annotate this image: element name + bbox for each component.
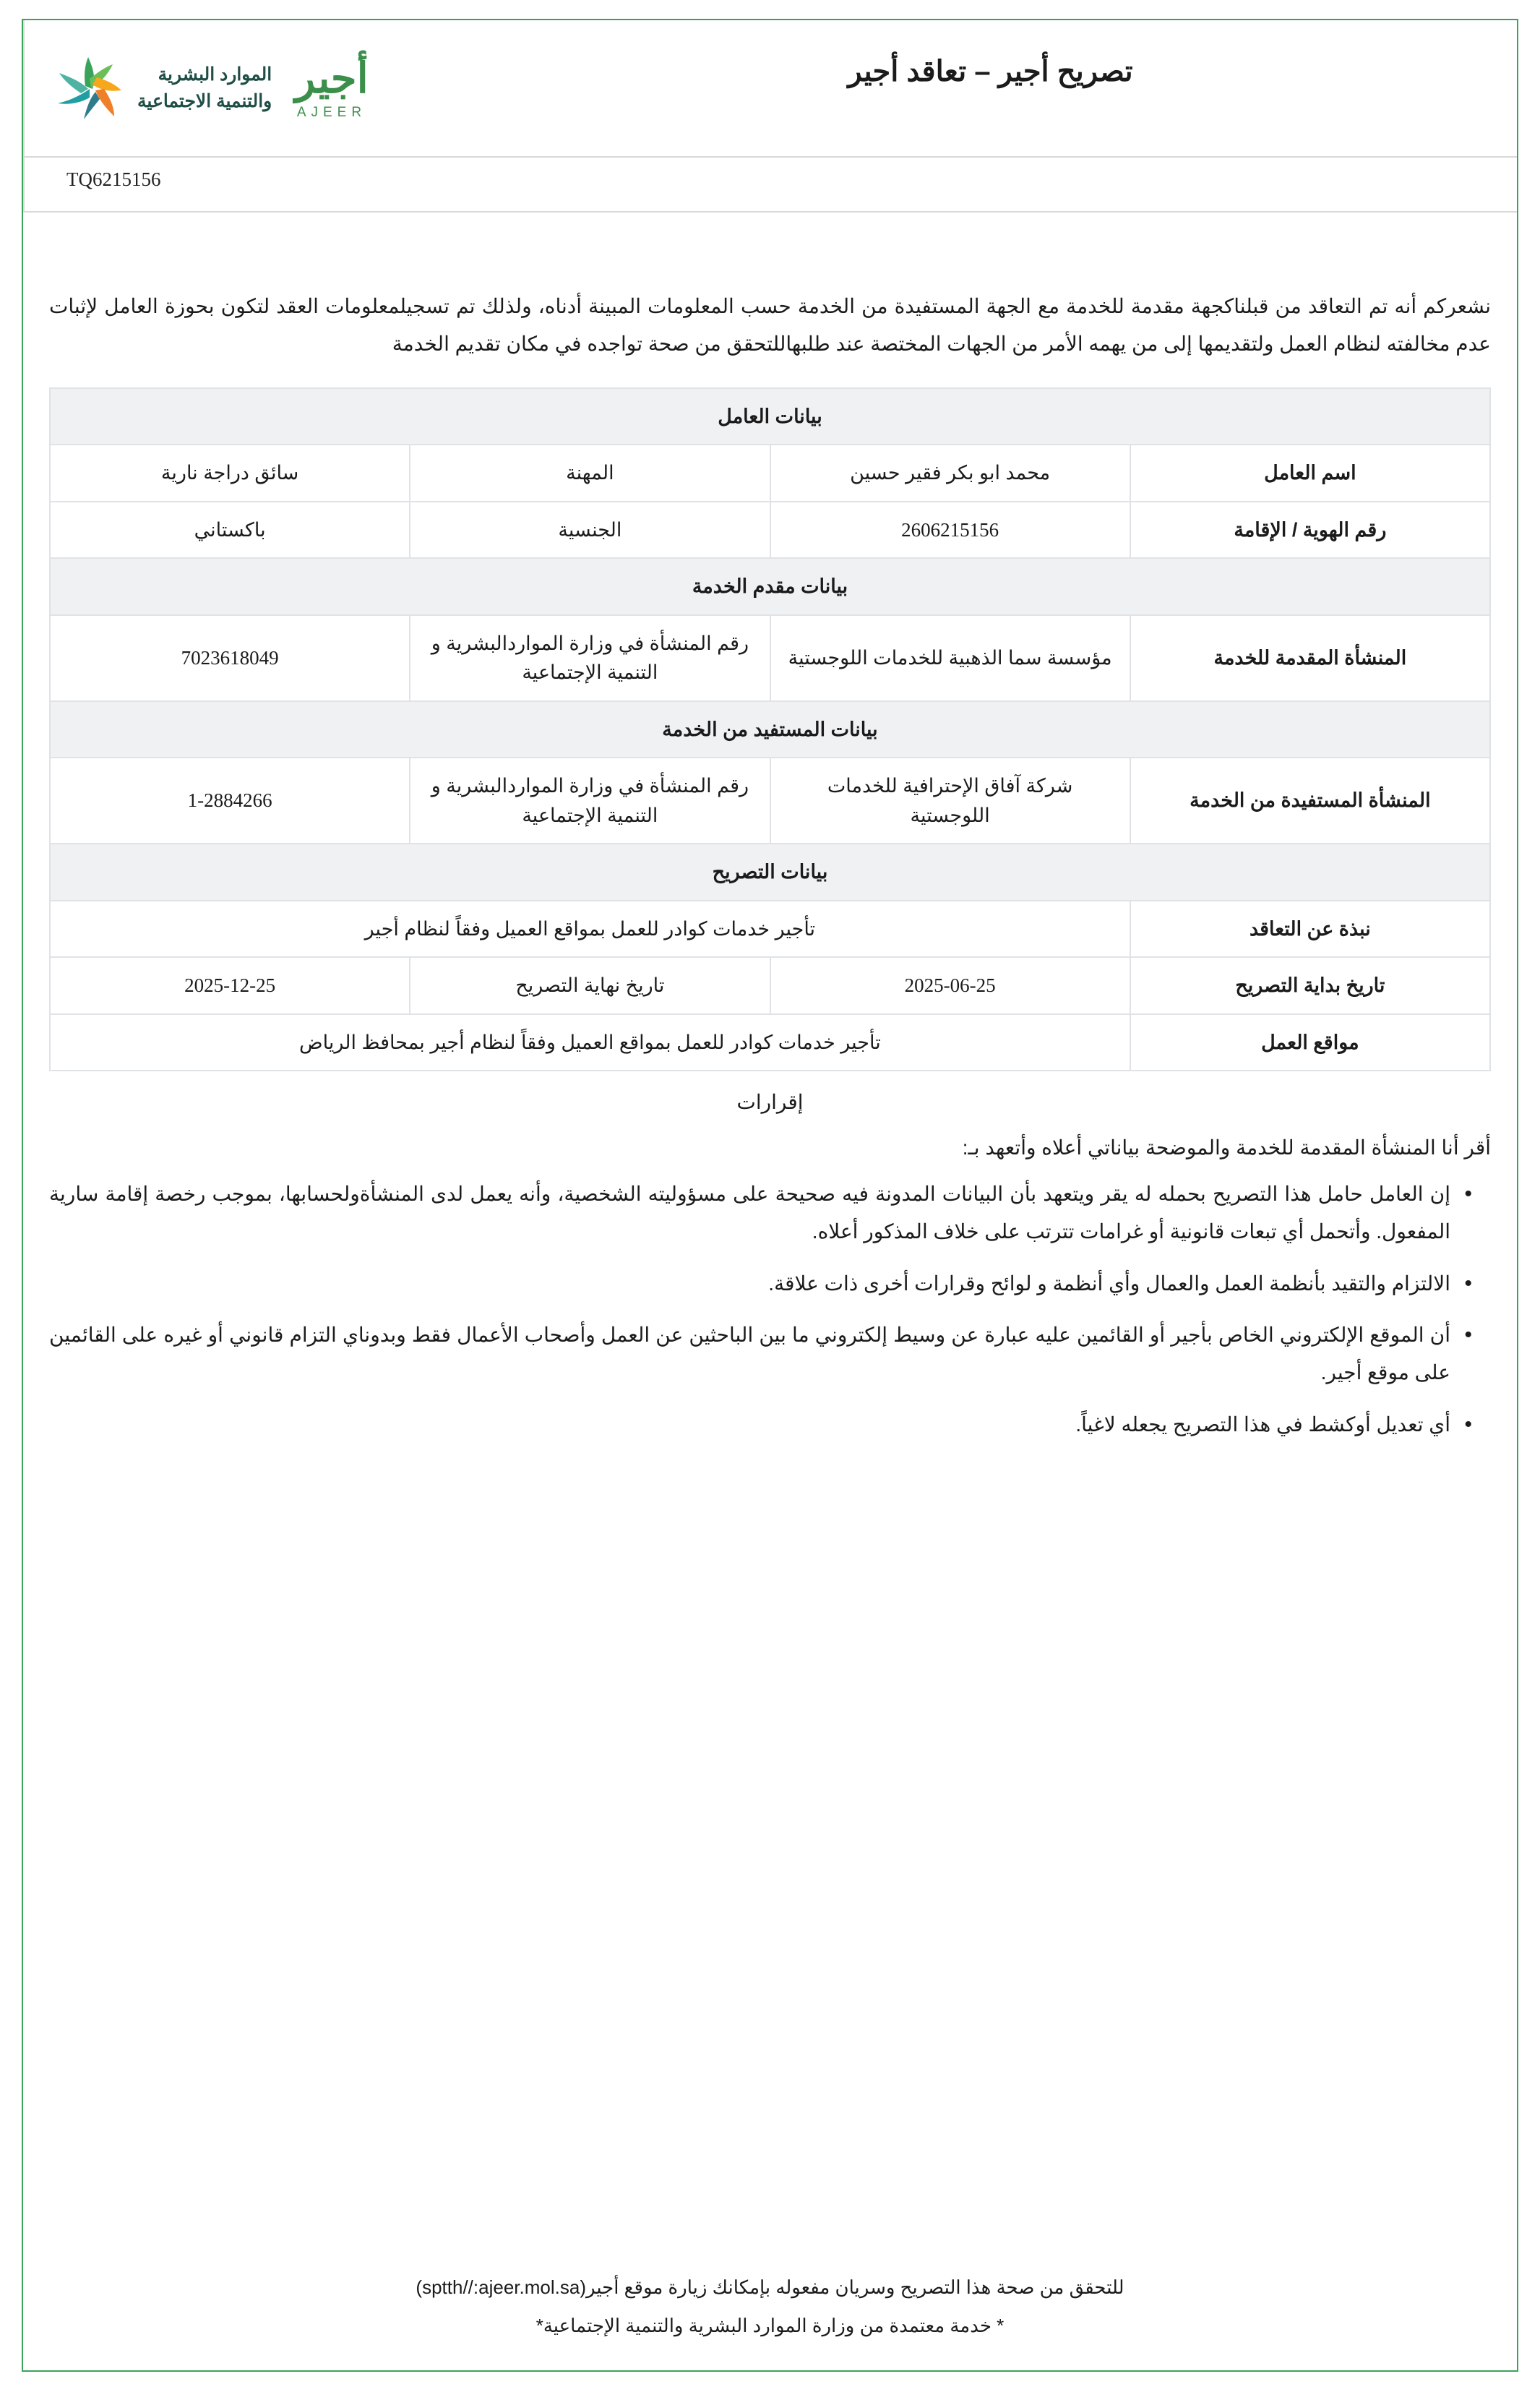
ministry-mark-icon [51, 53, 127, 124]
value-provider-entity: مؤسسة سما الذهبية للخدمات اللوجستية [770, 615, 1130, 701]
label-beneficiary-entity-number: رقم المنشأة في وزارة المواردالبشرية و التنمية الإجتماعية [410, 758, 770, 844]
table-row [50, 957, 1490, 1014]
value-contract-summary: تأجير خدمات كوادر للعمل بمواقع العميل وفقاً لنظام أجير [50, 901, 1130, 958]
intro-paragraph: نشعركم أنه تم التعاقد من قبلناكجهة مقدمة للخدمة مع الجهة المستفيدة من الخدمة حسب المعلومات المبينة أدناه، ولذلك تم تسجيلمعلومات العقد لتكون بحوزة العامل لإثبات عدم مخالفته لنظام العمل ولتقديمها إلى من يهمه الأمر من الجهات المختصة عند طلبهاللتحقق من صحة تواجده في مكان تقديم الخدمة [49, 295, 1491, 355]
value-work-sites: تأجير خدمات كوادر للعمل بمواقع العميل وفقاً لنظام أجير بمحافظ الرياض [50, 1014, 1130, 1071]
section-header-provider: بيانات مقدم الخدمة [50, 558, 1490, 615]
label-beneficiary-entity: المنشأة المستفيدة من الخدمة [1130, 758, 1490, 844]
reference-number: TQ6215156 [66, 168, 161, 190]
ajeer-logo-sub: AJEER [296, 104, 367, 120]
ministry-name-line2: والتنمية الاجتماعية [137, 91, 272, 111]
declarations-title: إقرارات [736, 1091, 804, 1114]
table-row [50, 1014, 1490, 1071]
value-beneficiary-entity-number: 1-2884266 [50, 758, 410, 844]
permit-sheet [22, 19, 1518, 2372]
value-beneficiary-entity: شركة آفاق الإحترافية للخدمات اللوجستية [770, 758, 1130, 844]
list-item: • إن العامل حامل هذا التصريح بحمله له يقر ويتعهد بأن البيانات المدونة فيه صحيحة على مسؤوليته الشخصية، وأنه يعمل لدى المنشأةولحسابها، بموجب رخصة إقامة سارية المفعول. وأتحمل أي تبعات قانونية أو غرامات تترتب على خلاف المذكور أعلاه. [49, 1175, 1472, 1251]
value-id-number: 2606215156 [770, 502, 1130, 559]
section-header-permit: بيانات التصريح [50, 844, 1490, 901]
label-end-date: تاريخ نهاية التصريح [410, 957, 770, 1014]
label-nationality: الجنسية [410, 502, 770, 559]
table-row [50, 388, 1490, 445]
list-item: • الالتزام والتقيد بأنظمة العمل والعمال وأي أنظمة و لوائح وقرارات أخرى ذات علاقة. [49, 1265, 1472, 1303]
label-start-date: تاريخ بداية التصريح [1130, 957, 1490, 1014]
section-header-worker: بيانات العامل [50, 388, 1490, 445]
value-worker-name: محمد ابو بكر فقير حسين [770, 445, 1130, 502]
value-end-date: 2025-12-25 [50, 957, 410, 1014]
list-item: • أن الموقع الإلكتروني الخاص بأجير أو القائمين عليه عبارة عن وسيط إلكتروني ما بين الباحثين عن العمل وأصحاب الأعمال فقط وبدوناي التزام قانوني أو غيره على القائمين على موقع أجير. [49, 1316, 1472, 1392]
ministry-logo [51, 53, 272, 124]
value-nationality: باكستاني [50, 502, 410, 559]
footer-verification-text: للتحقق من صحة هذا التصريح وسريان مفعوله بإمكانك زيارة موقع أجير(sptth//:ajeer.mol.sa) [416, 2276, 1124, 2299]
document-header [23, 20, 1517, 158]
header-divider [23, 211, 1517, 213]
label-provider-entity-number: رقم المنشأة في وزارة المواردالبشرية و التنمية الإجتماعية [410, 615, 770, 701]
label-id-number: رقم الهوية / الإقامة [1130, 502, 1490, 559]
document-footer [23, 2271, 1517, 2343]
ministry-name [137, 61, 272, 116]
label-worker-name: اسم العامل [1130, 445, 1490, 502]
ministry-name-line1: الموارد البشرية [158, 64, 272, 85]
permit-info-table [49, 387, 1491, 1072]
table-row [50, 502, 1490, 559]
declarations-list [49, 1175, 1472, 1444]
ajeer-logo-word: أجير [295, 54, 369, 102]
ajeer-logo [291, 54, 369, 120]
table-row [50, 615, 1490, 701]
value-provider-entity-number: 7023618049 [50, 615, 410, 701]
value-start-date: 2025-06-25 [770, 957, 1130, 1014]
document-body [23, 288, 1517, 1444]
table-row [50, 558, 1490, 615]
label-profession: المهنة [410, 445, 770, 502]
declarations-intro: أقر أنا المنشأة المقدمة للخدمة والموضحة بياناتي أعلاه وأتعهد بـ: [962, 1136, 1491, 1159]
table-row [50, 758, 1490, 844]
label-contract-summary: نبذة عن التعاقد [1130, 901, 1490, 958]
table-row [50, 445, 1490, 502]
value-profession: سائق دراجة نارية [50, 445, 410, 502]
table-row [50, 844, 1490, 901]
label-provider-entity: المنشأة المقدمة للخدمة [1130, 615, 1490, 701]
table-row [50, 901, 1490, 958]
footer-approval-text: * خدمة معتمدة من وزارة الموارد البشرية والتنمية الإجتماعية* [535, 2315, 1005, 2337]
page-title: تصريح أجير – تعاقد أجير [848, 56, 1133, 87]
list-item: • أي تعديل أوكشط في هذا التصريح يجعله لاغياً. [49, 1406, 1472, 1444]
title-block [464, 20, 1517, 156]
section-header-beneficiary: بيانات المستفيد من الخدمة [50, 701, 1490, 758]
table-row [50, 701, 1490, 758]
label-work-sites: مواقع العمل [1130, 1014, 1490, 1071]
brand-block [23, 20, 464, 156]
